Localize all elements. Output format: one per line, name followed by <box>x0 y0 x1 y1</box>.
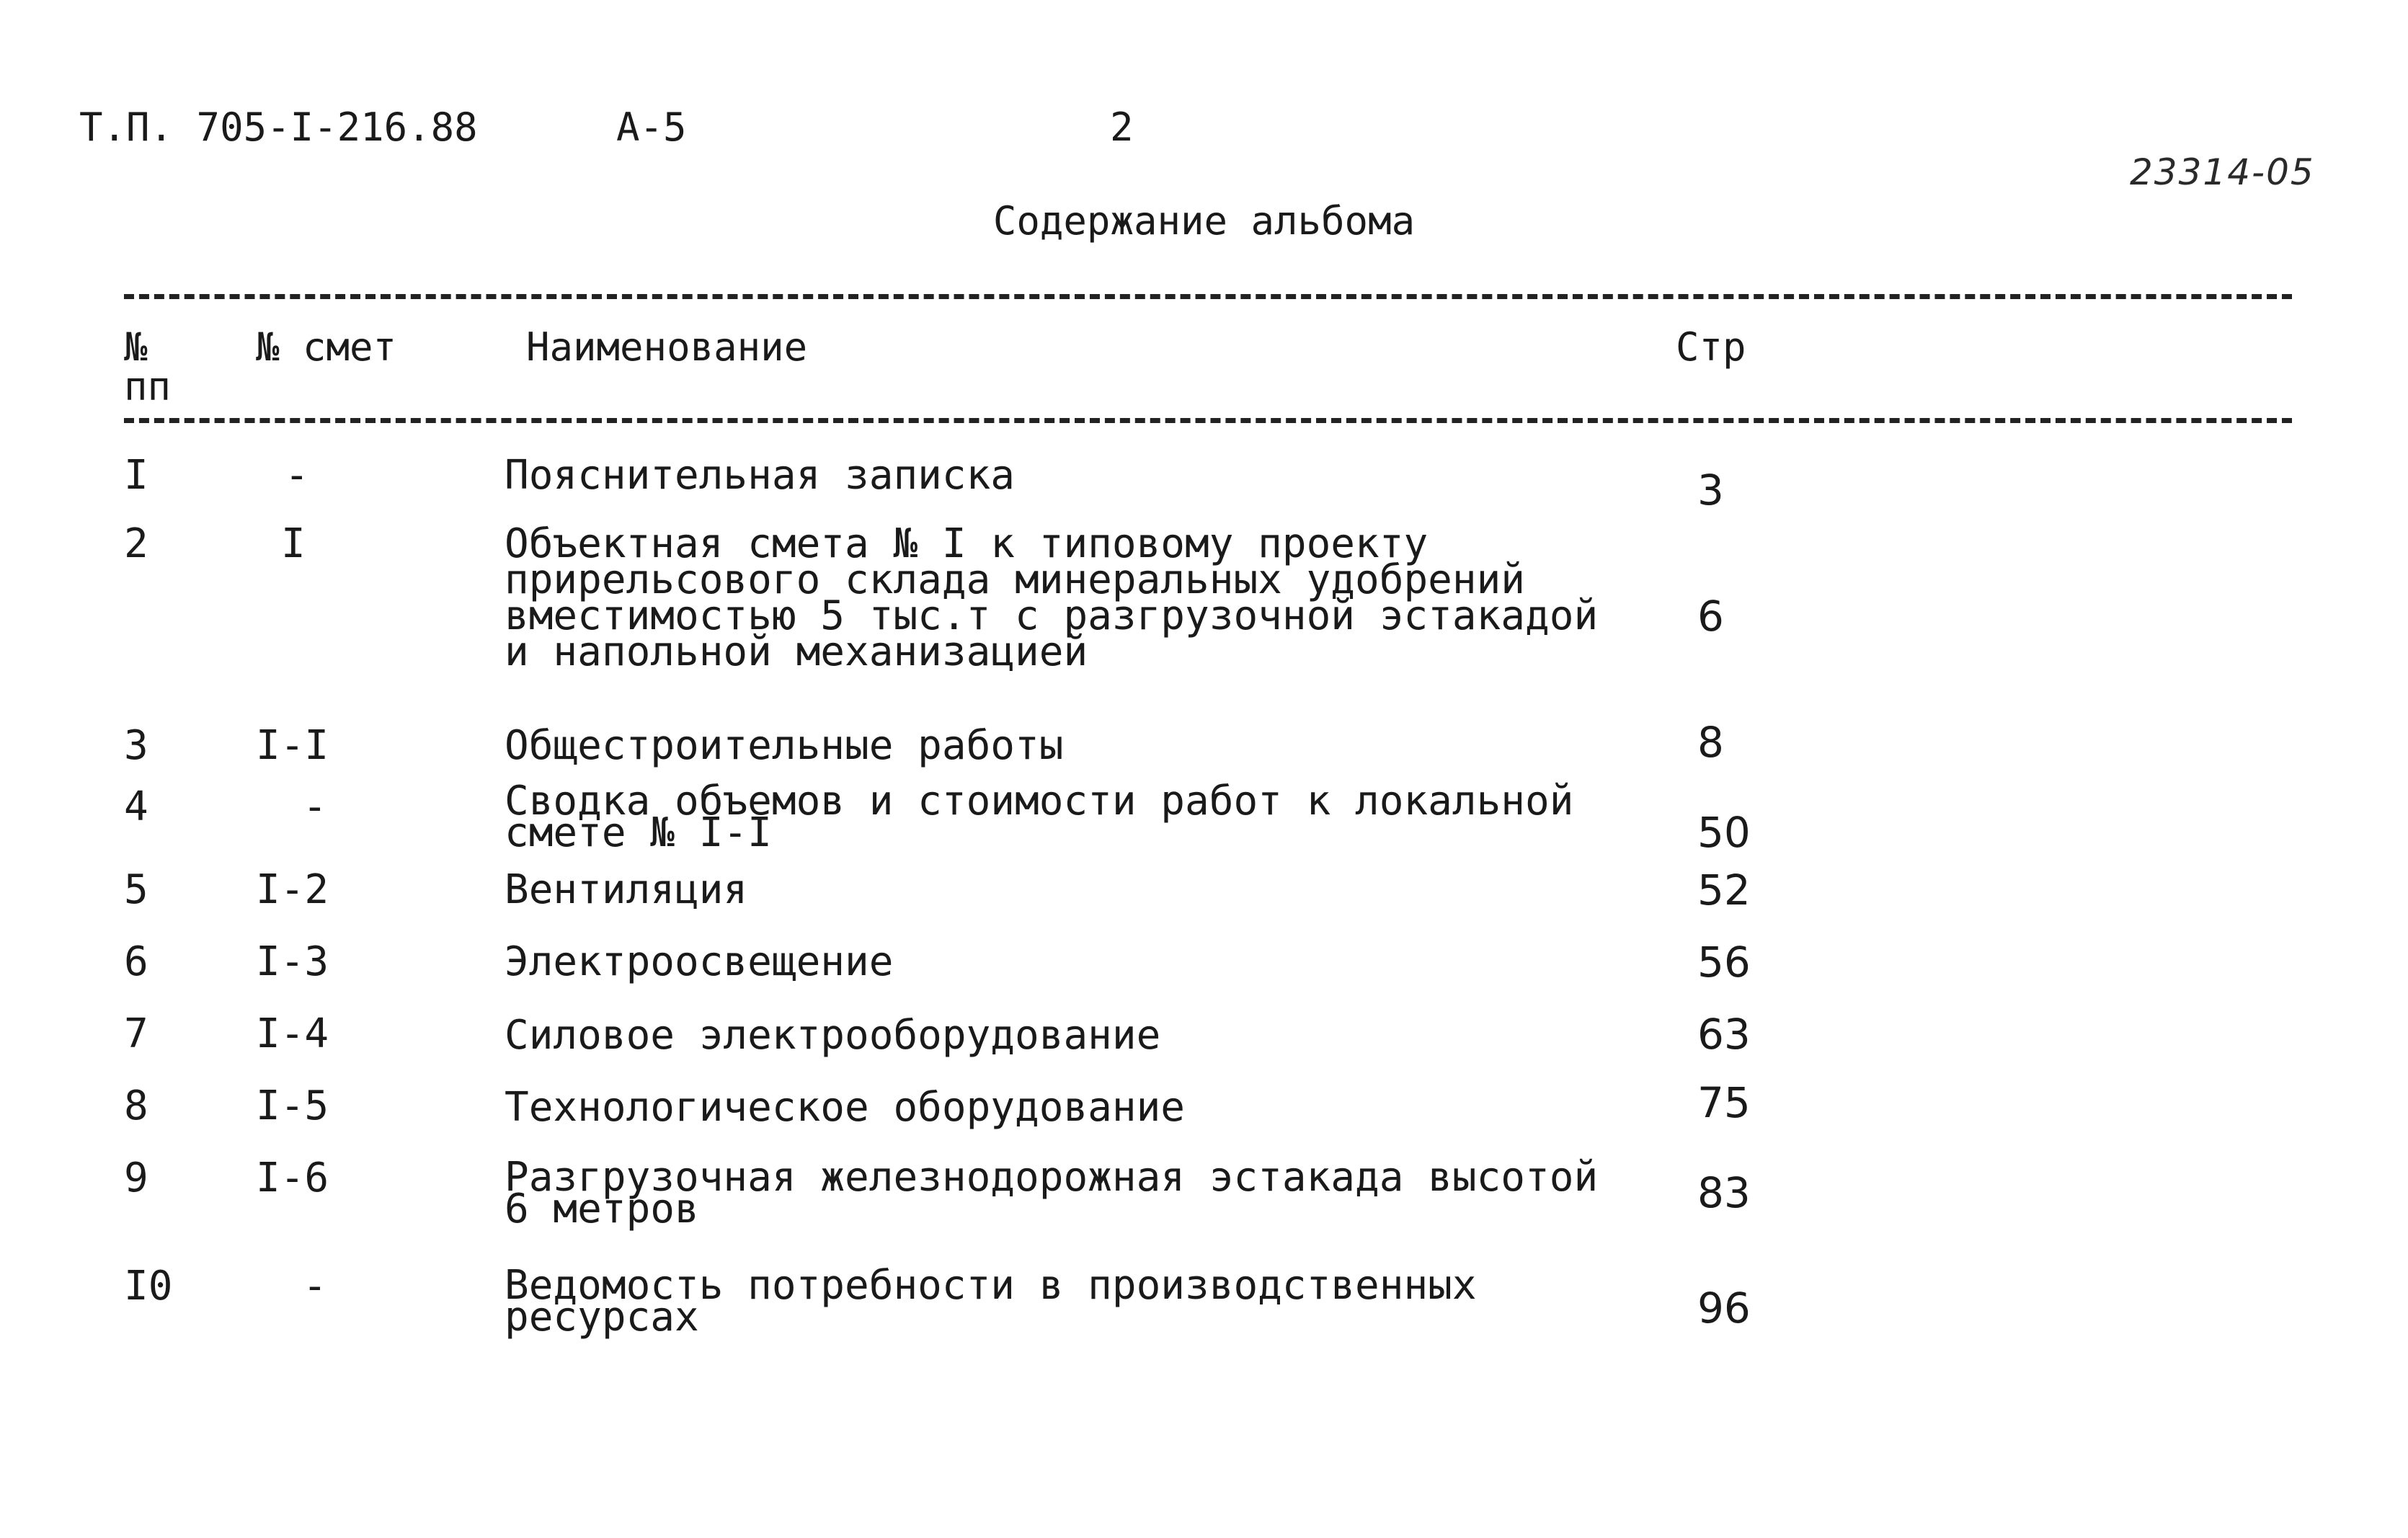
col-header-num: № <box>124 324 148 370</box>
row-num: 2 <box>124 520 148 567</box>
page-number: 2 <box>1110 105 1134 150</box>
row-name: Технологическое оборудование <box>505 1084 1186 1131</box>
row-estimate: I-5 <box>256 1083 329 1129</box>
row-name: Разгрузочная железнодорожная эстакада высотой 6 метров <box>505 1154 1599 1232</box>
col-header-num-sub: пп <box>124 364 172 409</box>
row-name: Пояснительная записка <box>505 452 1016 499</box>
row-estimate: I-4 <box>256 1010 329 1057</box>
row-num: I0 <box>124 1263 173 1310</box>
row-page: 75 <box>1697 1078 1751 1127</box>
header-bottom-rule <box>124 418 2292 423</box>
row-estimate: - <box>285 452 309 499</box>
row-name: Объектная смета № I к типовому проекту прирельсового склада минеральных удобрений вместимостью 5 тыс.т с разгрузочной эстакадой и напольной механизацией <box>505 520 1599 675</box>
row-estimate: I <box>281 520 306 567</box>
row-page: 50 <box>1697 808 1751 857</box>
page-title: Содержание альбома <box>992 198 1416 244</box>
row-estimate: - <box>303 1263 327 1310</box>
row-page: 8 <box>1697 718 1724 767</box>
row-name: Вентиляция <box>505 866 748 913</box>
row-page: 63 <box>1697 1010 1751 1059</box>
row-num: 4 <box>124 783 148 830</box>
row-name: Электроосвещение <box>505 938 894 985</box>
row-num: 8 <box>124 1083 148 1129</box>
row-name: Общестроительные работы <box>505 722 1064 769</box>
handwritten-code: 23314-05 <box>2130 151 2315 193</box>
row-page: 3 <box>1697 466 1724 515</box>
row-num: 6 <box>124 938 148 985</box>
row-name: Ведомость потребности в производственных ресурсах <box>505 1262 1477 1341</box>
row-num: 7 <box>124 1010 148 1057</box>
col-header-estimate: № смет <box>256 324 397 370</box>
row-page: 56 <box>1697 938 1751 987</box>
row-estimate: I-6 <box>256 1155 329 1201</box>
row-estimate: I-3 <box>256 938 329 985</box>
row-num: I <box>124 452 148 499</box>
row-estimate: - <box>303 783 327 830</box>
row-page: 83 <box>1697 1168 1751 1217</box>
row-page: 96 <box>1697 1284 1751 1333</box>
header-top-rule <box>124 294 2292 299</box>
album-label: А-5 <box>616 105 687 150</box>
row-page: 52 <box>1697 866 1751 915</box>
row-estimate: I-2 <box>256 866 329 913</box>
document-code: Т.П. 705-I-216.88 <box>79 105 478 150</box>
row-name: Силовое электрооборудование <box>505 1012 1161 1059</box>
row-page: 6 <box>1697 592 1724 641</box>
row-name: Сводка объемов и стоимости работ к локальной смете № I-I <box>505 778 1574 856</box>
col-header-page: Стр <box>1676 324 1746 370</box>
row-num: 9 <box>124 1155 148 1201</box>
row-num: 3 <box>124 722 148 769</box>
row-num: 5 <box>124 866 148 913</box>
col-header-name: Наименование <box>526 324 808 370</box>
row-estimate: I-I <box>256 722 329 769</box>
